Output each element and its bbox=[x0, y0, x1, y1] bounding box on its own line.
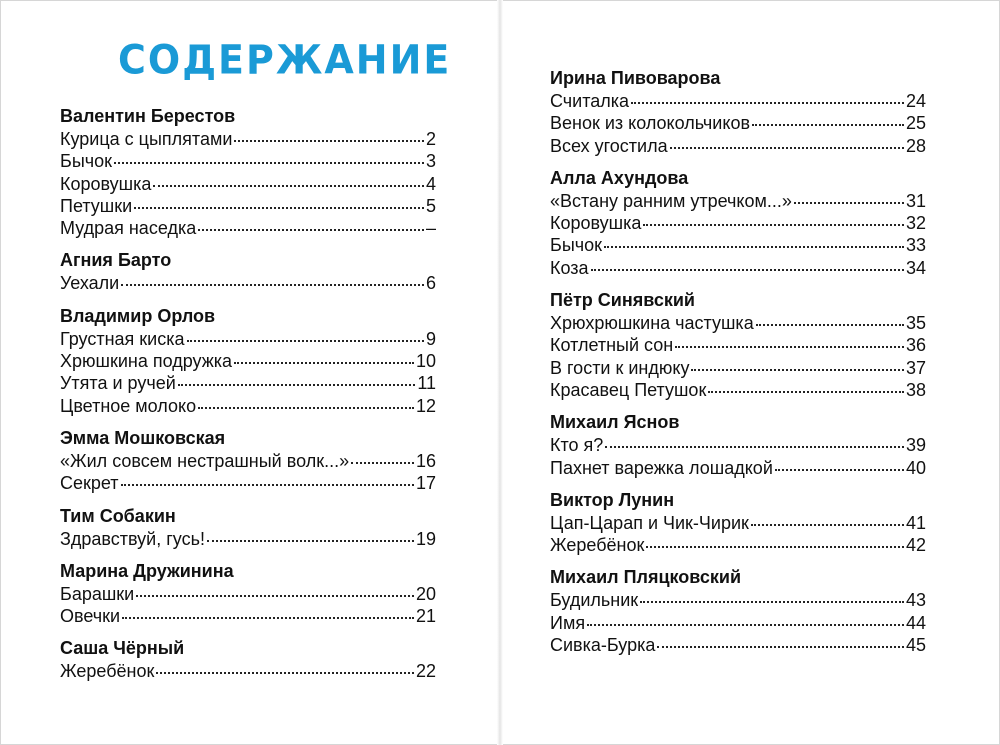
dot-leader bbox=[351, 462, 414, 464]
page-number: 6 bbox=[425, 273, 436, 294]
page-number: 17 bbox=[415, 473, 436, 494]
entry-title: Имя bbox=[550, 612, 586, 633]
dot-leader bbox=[198, 229, 424, 231]
toc-entry bbox=[60, 128, 436, 150]
dot-leader bbox=[156, 672, 414, 674]
page-number: 34 bbox=[905, 257, 926, 278]
page-number: 24 bbox=[905, 91, 926, 111]
author-name: Алла Ахундова bbox=[550, 167, 689, 188]
toc-section bbox=[60, 504, 436, 550]
entry-title: Бычок bbox=[60, 151, 113, 172]
toc-section bbox=[60, 304, 436, 417]
page-number: 31 bbox=[905, 190, 926, 211]
dot-leader bbox=[675, 346, 904, 348]
author-name: Тим Собакин bbox=[60, 505, 176, 526]
page-number: 5 bbox=[425, 195, 436, 216]
toc-entry bbox=[60, 328, 436, 350]
page-number: 21 bbox=[415, 606, 436, 627]
toc-section bbox=[60, 248, 436, 294]
dot-leader bbox=[114, 162, 424, 164]
toc-entry bbox=[60, 195, 436, 217]
toc-section bbox=[550, 288, 926, 401]
entry-title: «Встану ранним утречком...» bbox=[550, 190, 792, 211]
page-number: 12 bbox=[415, 395, 436, 416]
author-name: Михаил Яснов bbox=[550, 412, 680, 433]
entry-title: Считалка bbox=[550, 91, 630, 111]
toc-entry bbox=[550, 589, 926, 611]
dot-leader bbox=[591, 269, 904, 271]
author-name: Ирина Пивоварова bbox=[550, 68, 721, 88]
entry-title: Коровушка bbox=[550, 213, 642, 234]
dot-leader bbox=[605, 446, 904, 448]
page-number: 43 bbox=[905, 590, 926, 611]
dot-leader bbox=[794, 202, 904, 204]
toc-entry bbox=[550, 334, 926, 356]
entry-title: Коровушка bbox=[60, 173, 152, 194]
toc-entry bbox=[550, 512, 926, 534]
toc-section bbox=[60, 426, 436, 495]
dot-leader bbox=[640, 601, 904, 603]
entry-title: Цап-Царап и Чик-Чирик bbox=[550, 512, 749, 533]
toc-entry bbox=[60, 372, 436, 394]
dot-leader bbox=[691, 369, 904, 371]
dot-leader bbox=[207, 540, 414, 542]
dot-leader bbox=[136, 595, 414, 597]
dot-leader bbox=[756, 324, 904, 326]
dot-leader bbox=[708, 391, 904, 393]
right-page bbox=[501, 0, 1000, 745]
toc-section bbox=[60, 636, 436, 682]
dot-leader bbox=[122, 617, 414, 619]
toc-entry bbox=[550, 534, 926, 556]
dot-leader bbox=[670, 147, 904, 149]
dot-leader bbox=[657, 646, 904, 648]
entry-title: Цветное молоко bbox=[60, 395, 197, 416]
dot-leader bbox=[234, 140, 424, 142]
page-number: 3 bbox=[425, 151, 436, 172]
entry-title: Секрет bbox=[60, 473, 119, 494]
dot-leader bbox=[178, 384, 416, 386]
entry-title: Кто я? bbox=[550, 435, 604, 456]
dot-leader bbox=[775, 469, 904, 471]
page-number: 41 bbox=[905, 512, 926, 533]
entry-title: «Жил совсем нестрашный волк...» bbox=[60, 450, 350, 471]
toc-entry bbox=[550, 234, 926, 256]
toc-entry bbox=[60, 528, 436, 550]
toc-entry bbox=[60, 660, 436, 682]
page-number: 37 bbox=[905, 357, 926, 378]
toc-entry bbox=[60, 450, 436, 472]
toc-entry bbox=[550, 612, 926, 634]
page-number: 9 bbox=[425, 328, 436, 349]
entry-title: Венок из колокольчиков bbox=[550, 113, 751, 134]
page-number: 19 bbox=[415, 528, 436, 549]
toc-entry bbox=[550, 312, 926, 334]
dot-leader bbox=[234, 362, 414, 364]
toc-entry bbox=[550, 457, 926, 479]
toc-entry bbox=[60, 173, 436, 195]
contents-title: СОДЕРЖАНИЕ bbox=[118, 36, 452, 84]
toc-entry bbox=[550, 257, 926, 279]
entry-title: Жеребёнок bbox=[550, 535, 645, 556]
entry-title: Бычок bbox=[550, 235, 603, 256]
author-name: Валентин Берестов bbox=[60, 106, 236, 126]
author-name: Саша Чёрный bbox=[60, 638, 185, 659]
author-name: Агния Барто bbox=[60, 250, 172, 271]
page-number: 42 bbox=[905, 535, 926, 556]
toc-entry bbox=[60, 583, 436, 605]
page-number: 11 bbox=[417, 373, 436, 394]
left-page bbox=[0, 0, 499, 745]
page-number: 28 bbox=[905, 135, 926, 156]
entry-title: Коза bbox=[550, 257, 589, 278]
toc-entry bbox=[60, 472, 436, 494]
toc-section bbox=[60, 104, 436, 239]
toc-entry bbox=[550, 434, 926, 456]
entry-title: Пахнет варежка лошадкой bbox=[550, 457, 773, 478]
dot-leader bbox=[134, 207, 424, 209]
entry-title: Петушки bbox=[60, 195, 133, 216]
page-number: 33 bbox=[905, 235, 926, 256]
entry-title: Сивка-Бурка bbox=[550, 635, 656, 656]
dot-leader bbox=[631, 102, 904, 104]
dot-leader bbox=[752, 124, 904, 126]
page-number: 36 bbox=[905, 335, 926, 356]
page-number: 40 bbox=[905, 457, 926, 478]
toc-entry bbox=[550, 357, 926, 379]
entry-title: Уехали bbox=[60, 273, 120, 294]
entry-title: Красавец Петушок bbox=[550, 379, 707, 400]
toc-section bbox=[550, 488, 926, 557]
toc-entry bbox=[550, 634, 926, 656]
page-number: 25 bbox=[905, 113, 926, 134]
toc-entry bbox=[550, 190, 926, 212]
page-number: – bbox=[425, 218, 436, 239]
toc-entry bbox=[60, 350, 436, 372]
dot-leader bbox=[604, 246, 904, 248]
toc-entry bbox=[60, 150, 436, 172]
toc-entry bbox=[60, 217, 436, 239]
toc-section bbox=[550, 66, 926, 157]
dot-leader bbox=[121, 284, 424, 286]
dot-leader bbox=[751, 524, 904, 526]
dot-leader bbox=[646, 546, 904, 548]
page-number: 44 bbox=[905, 612, 926, 633]
left-toc-column bbox=[60, 104, 436, 692]
toc-entry bbox=[550, 379, 926, 401]
entry-title: В гости к индюку bbox=[550, 357, 690, 378]
page-number: 20 bbox=[415, 583, 436, 604]
dot-leader bbox=[187, 340, 424, 342]
author-name: Пётр Синявский bbox=[550, 290, 695, 311]
page-number: 45 bbox=[905, 635, 926, 656]
entry-title: Здравствуй, гусь! bbox=[60, 528, 205, 549]
entry-title: Барашки bbox=[60, 583, 135, 604]
page-number: 16 bbox=[415, 450, 436, 471]
toc-section bbox=[550, 565, 926, 656]
page-number: 4 bbox=[425, 173, 436, 194]
dot-leader bbox=[198, 407, 414, 409]
page-number: 22 bbox=[415, 661, 436, 682]
toc-section bbox=[60, 559, 436, 628]
author-name: Эмма Мошковская bbox=[60, 427, 226, 448]
author-name: Владимир Орлов bbox=[60, 305, 216, 326]
entry-title: Овечки bbox=[60, 606, 121, 627]
toc-section bbox=[550, 166, 926, 279]
page-number: 2 bbox=[425, 129, 436, 149]
page-number: 35 bbox=[905, 313, 926, 334]
dot-leader bbox=[643, 224, 904, 226]
page-number: 38 bbox=[905, 379, 926, 400]
entry-title: Грустная киска bbox=[60, 328, 185, 349]
toc-section bbox=[550, 410, 926, 479]
dot-leader bbox=[153, 185, 424, 187]
author-name: Михаил Пляцковский bbox=[550, 567, 742, 588]
entry-title: Мудрая наседка bbox=[60, 218, 197, 239]
author-name: Марина Дружинина bbox=[60, 560, 234, 581]
entry-title: Утята и ручей bbox=[60, 373, 176, 394]
toc-entry bbox=[60, 605, 436, 627]
entry-title: Жеребёнок bbox=[60, 661, 155, 682]
toc-entry bbox=[550, 212, 926, 234]
dot-leader bbox=[587, 624, 904, 626]
entry-title: Курица с цыплятами bbox=[60, 129, 233, 149]
page-number: 32 bbox=[905, 213, 926, 234]
page-number: 39 bbox=[905, 435, 926, 456]
toc-entry bbox=[60, 272, 436, 294]
right-toc-column bbox=[550, 66, 926, 665]
author-name: Виктор Лунин bbox=[550, 489, 675, 510]
entry-title: Хрюшкина подружка bbox=[60, 351, 233, 372]
entry-title: Будильник bbox=[550, 590, 639, 611]
toc-entry bbox=[550, 135, 926, 157]
toc-entry bbox=[550, 112, 926, 134]
entry-title: Всех угостила bbox=[550, 135, 668, 156]
page-number: 10 bbox=[415, 351, 436, 372]
toc-entry bbox=[60, 395, 436, 417]
dot-leader bbox=[121, 484, 414, 486]
entry-title: Котлетный сон bbox=[550, 335, 674, 356]
entry-title: Хрюхрюшкина частушка bbox=[550, 313, 754, 334]
toc-entry bbox=[550, 90, 926, 112]
